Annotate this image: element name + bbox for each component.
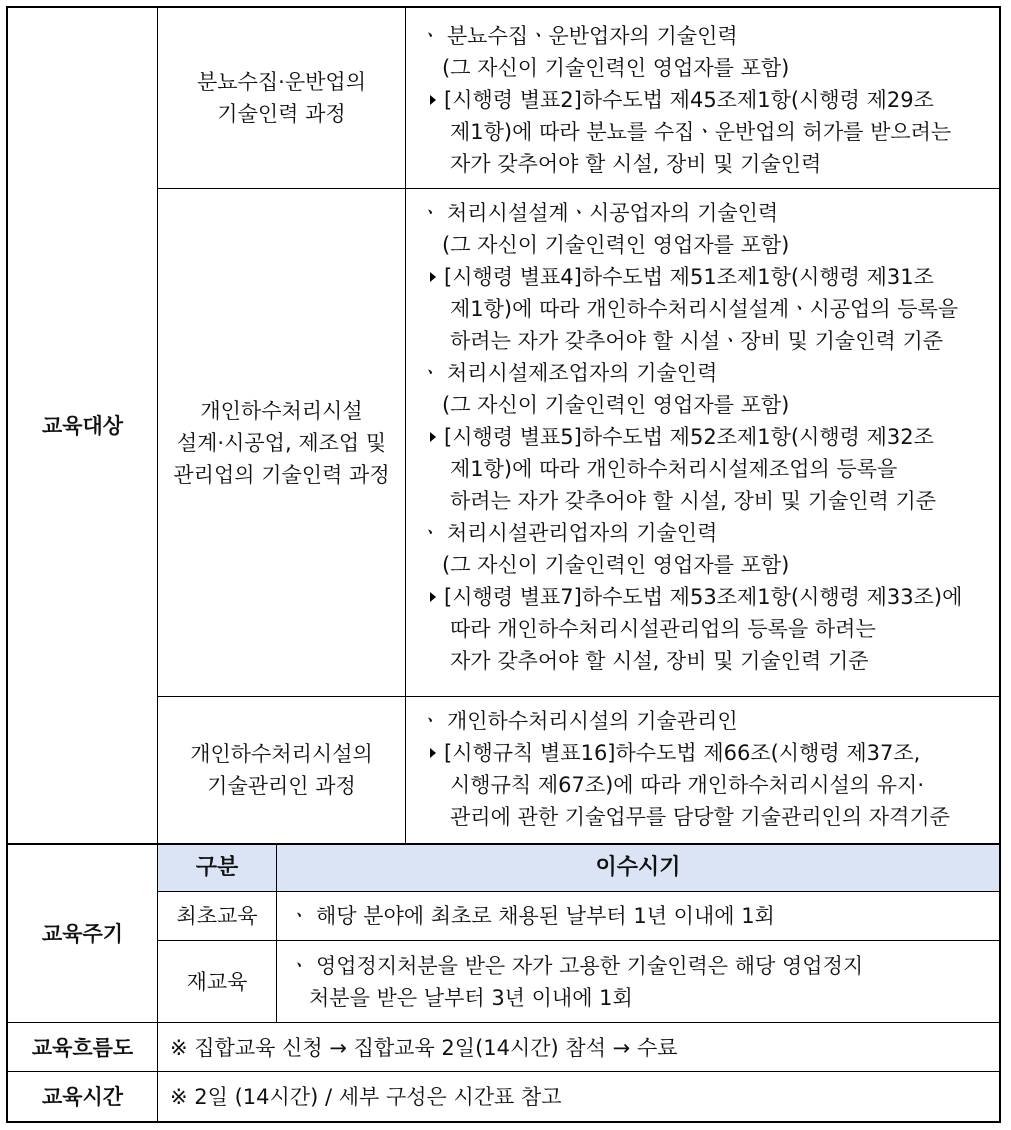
course-line: 분뇨수집·운반업의 (197, 70, 366, 94)
detail-law: 관리에 관한 기술업무를 담당할 기술관리인의 자격기준 (450, 805, 950, 829)
cycle-text-line: ㆍ 해당 분야에 최초로 채용된 날부터 1년 이내에 1회 (289, 904, 775, 928)
grid-line (8, 1022, 1000, 1023)
detail-law: 하려는 자가 갖추어야 할 시설, 장비 및 기술인력 기준 (450, 489, 937, 513)
course-line: 개인하수처리시설의 (190, 742, 373, 766)
cycle-row-retraining-text (277, 950, 999, 1014)
detail-law: 제1항)에 따라 개인하수처리시설설계ㆍ시공업의 등록을 (450, 297, 959, 321)
detail-law: 자가 갖추어야 할 시설, 장비 및 기술인력 (450, 152, 822, 176)
flow-text-line: ※ 집합교육 신청 → 집합교육 2일(14시간) 참석 → 수료 (170, 1035, 678, 1060)
grid-line (276, 845, 277, 1022)
detail-law: [시행령 별표5]하수도법 제52조제1항(시행령 제32조 (444, 425, 934, 449)
triangle-bullet-icon (430, 432, 436, 442)
detail-law: [시행규칙 별표16]하수도법 제66조(시행령 제37조, (444, 741, 921, 765)
detail-head: ㆍ 처리시설관리업자의 기술인력 (420, 521, 718, 545)
flow-text (158, 1024, 999, 1071)
detail-law: 제1항)에 따라 개인하수처리시설제조업의 등록을 (450, 457, 898, 481)
cycle-header-period: 이수시기 (277, 845, 999, 891)
detail-head: ㆍ 분뇨수집ㆍ운반업자의 기술인력 (420, 24, 738, 48)
course-line: 관리업의 기술인력 과정 (173, 462, 390, 487)
detail-sub: (그 자신이 기술인력인 영업자를 포함) (442, 553, 790, 577)
grid-line (157, 940, 1000, 941)
course-line: 기술인력 과정 (217, 102, 346, 126)
detail-sub: (그 자신이 기술인력인 영업자를 포함) (442, 56, 790, 80)
course-line: 설계·시공업, 제조업 및 (176, 430, 387, 455)
cycle-row-initial-name: 최초교육 (176, 904, 258, 928)
grid-line (8, 843, 1000, 845)
detail-head: ㆍ 처리시설설계ㆍ시공업자의 기술인력 (420, 201, 779, 225)
detail-head: ㆍ 개인하수처리시설의 기술관리인 (420, 709, 738, 733)
course-night-soil (158, 8, 405, 188)
time-label: 교육시간 (41, 1085, 124, 1109)
detail-law: 제1항)에 따라 분뇨를 수집ㆍ운반업의 허가를 받으려는 (450, 120, 952, 144)
course-technical-manager (158, 697, 405, 843)
cycle-text-line: ㆍ 영업정지처분을 받은 자가 고용한 기술인력은 해당 영업정지 (289, 954, 864, 978)
detail-law: [시행령 별표4]하수도법 제51조제1항(시행령 제31조 (444, 265, 934, 289)
cycle-row-initial-text (277, 892, 999, 940)
detail-private-sewage-business (406, 197, 999, 677)
detail-law: [시행령 별표7]하수도법 제53조제1항(시행령 제33조)에 (444, 585, 963, 609)
flow-label: 교육흐름도 (31, 1035, 134, 1060)
grid-line (157, 8, 158, 1122)
detail-law: 하려는 자가 갖추어야 할 시설ㆍ장비 및 기술인력 기준 (450, 329, 944, 353)
target-label: 교육대상 (41, 413, 124, 438)
detail-technical-manager (406, 705, 999, 833)
cycle-header-category: 구분 (158, 845, 276, 891)
grid-line (157, 891, 1000, 892)
grid-line (157, 188, 1000, 189)
triangle-bullet-icon (430, 592, 436, 602)
detail-law: 자가 갖추어야 할 시설, 장비 및 기술인력 기준 (450, 649, 869, 673)
grid-line (8, 1071, 1000, 1072)
detail-law: 시행규칙 제67조)에 따라 개인하수처리시설의 유지· (450, 773, 925, 797)
detail-law: [시행령 별표2]하수도법 제45조제1항(시행령 제29조 (444, 88, 934, 112)
time-text (158, 1073, 999, 1121)
detail-law: 따라 개인하수처리시설관리업의 등록을 하려는 (450, 617, 876, 641)
course-line: 개인하수처리시설 (200, 398, 363, 423)
course-private-sewage-business (158, 189, 405, 696)
time-text-line: ※ 2일 (14시간) / 세부 구성은 시간표 참고 (170, 1085, 562, 1109)
detail-sub: (그 자신이 기술인력인 영업자를 포함) (442, 393, 790, 417)
detail-night-soil (406, 20, 999, 180)
detail-head: ㆍ 처리시설제조업자의 기술인력 (420, 361, 718, 385)
detail-sub: (그 자신이 기술인력인 영업자를 포함) (442, 233, 790, 257)
triangle-bullet-icon (430, 748, 436, 758)
grid-line (405, 8, 406, 843)
cycle-label: 교육주기 (41, 921, 124, 946)
triangle-bullet-icon (430, 272, 436, 282)
cycle-row-retraining-name: 재교육 (186, 969, 248, 994)
cycle-text-line: 처분을 받은 날부터 3년 이내에 1회 (309, 986, 633, 1010)
course-line: 기술관리인 과정 (207, 774, 356, 798)
grid-line (157, 696, 1000, 697)
triangle-bullet-icon (430, 95, 436, 105)
